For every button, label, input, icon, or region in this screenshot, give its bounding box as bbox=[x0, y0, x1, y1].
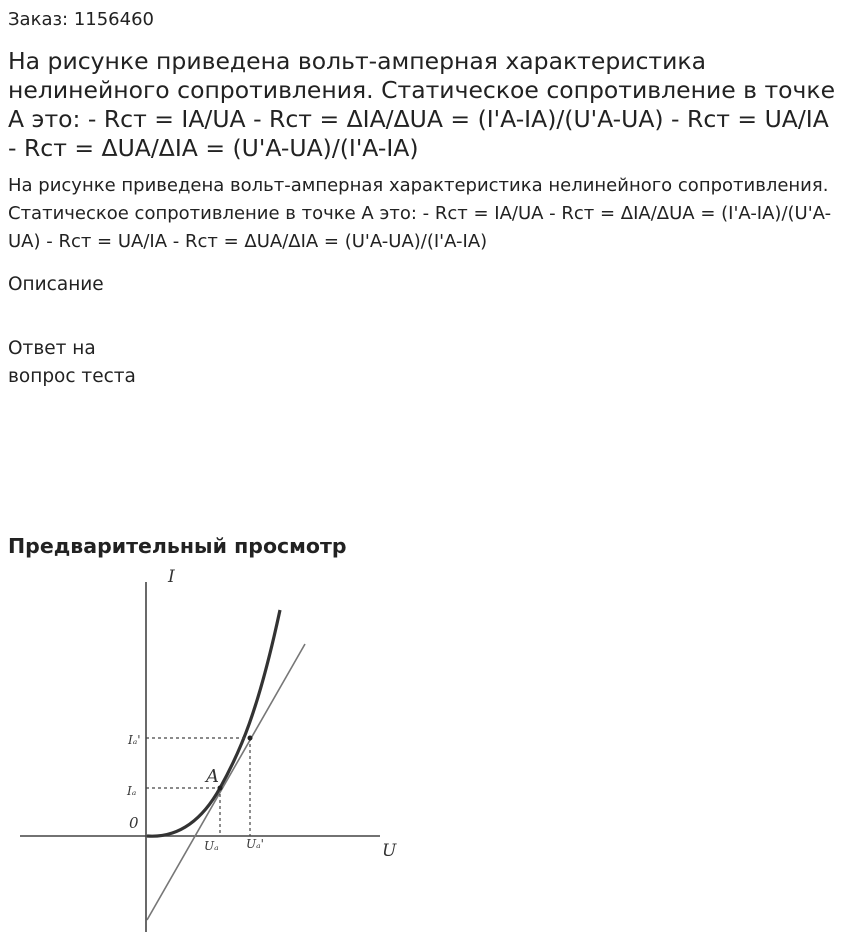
order-number: Заказ: 1156460 bbox=[8, 9, 154, 30]
tangent-line bbox=[147, 644, 305, 920]
ua-prime-label: Uₐ' bbox=[246, 837, 264, 851]
answer-text: Ответ на вопрос теста bbox=[8, 338, 136, 387]
axis-i-label: I bbox=[168, 567, 175, 587]
axis-u-label: U bbox=[382, 841, 397, 861]
vac-figure bbox=[10, 562, 410, 946]
ia-prime-label: Iₐ' bbox=[128, 733, 141, 747]
origin-label: 0 bbox=[129, 814, 139, 832]
preview-heading: Предварительный просмотр bbox=[8, 534, 347, 558]
point-a-prime bbox=[248, 736, 253, 741]
page-title: На рисунке приведена вольт-амперная характеристика нелинейного сопротивления. Статическое сопротивление в точке А это: - Rст = IA/UA - Rст = ΔIA/ΔUA = (I'A-IA)/(U'A-UA) - Rст = UA/IA - Rст = ΔUA/ΔIA = (U'A-UA)/(I'A-IA) bbox=[8, 47, 836, 162]
ia-label: Iₐ bbox=[127, 784, 137, 798]
vac-diagram bbox=[10, 562, 410, 946]
ua-label: Uₐ bbox=[204, 839, 219, 853]
question-description: На рисунке приведена вольт-амперная характеристика нелинейного сопротивления. Статическое сопротивление в точке А это: - Rст = IA/UA - Rст = ΔIA/ΔUA = (I'A-IA)/(U'A-UA) - Rст = UA/IA - Rст = ΔUA/ΔIA = (U'A-UA)/(I'A-IA) bbox=[8, 175, 832, 252]
point-a-label: A bbox=[206, 766, 219, 787]
section-label-description: Описание bbox=[8, 274, 104, 295]
